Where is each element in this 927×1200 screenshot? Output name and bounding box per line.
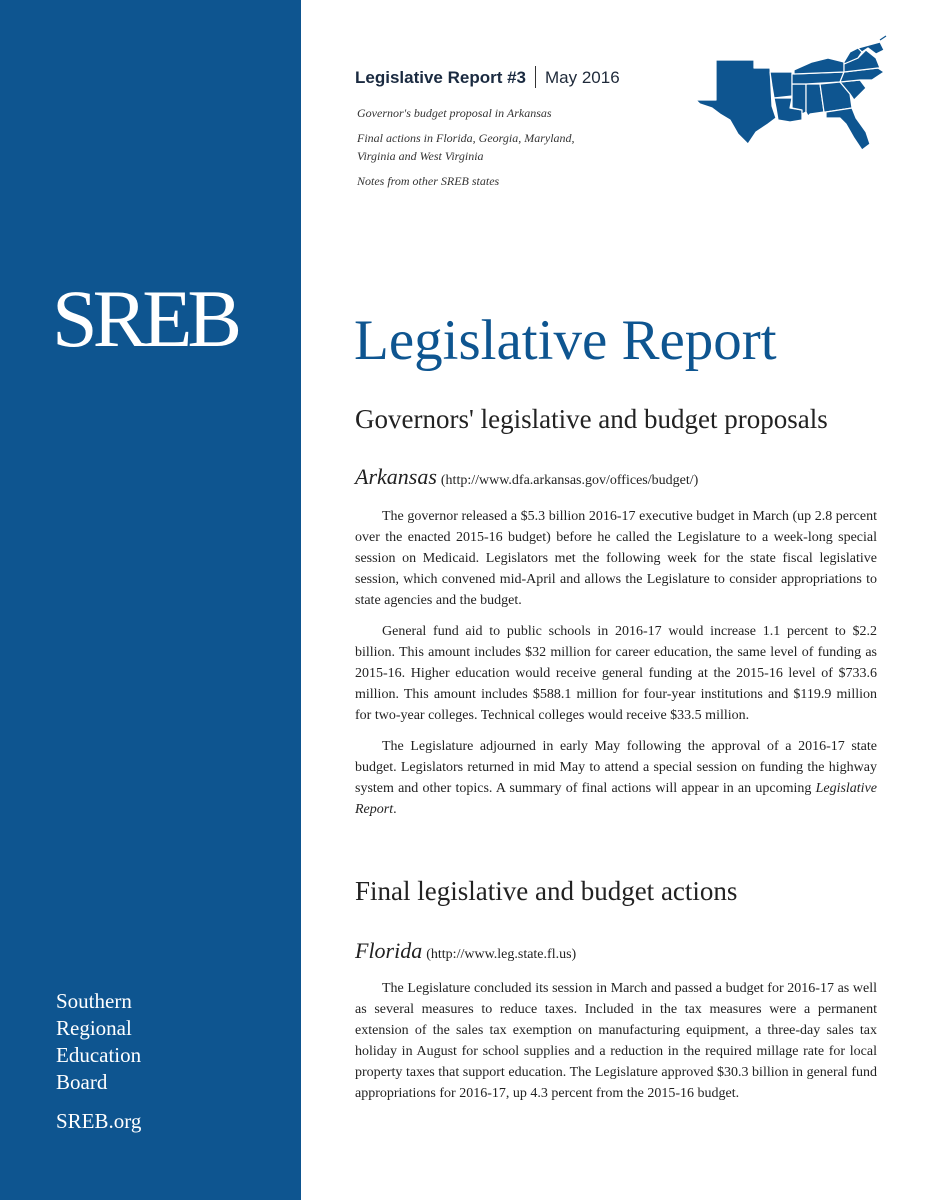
report-number: Legislative Report #3 <box>355 68 527 87</box>
contents-item: Notes from other SREB states <box>357 174 500 188</box>
state-url-link[interactable]: (http://www.dfa.arkansas.gov/offices/budget/) <box>440 473 699 488</box>
paragraph <box>355 736 877 820</box>
paragraph-text: The Legislature adjourned in early May following the approval of a 2016-17 state budget. Legislators returned in mid May to attend a special session on funding the highway system and other topics. A summary of final actions will appear in an upcoming <box>355 739 877 796</box>
state-name: Florida <box>355 938 423 963</box>
southern-states-map-icon <box>694 28 894 152</box>
contents-list <box>357 104 592 197</box>
org-line: Regional <box>56 1016 132 1040</box>
contents-item: Governor's budget proposal in Arkansas <box>357 106 552 120</box>
page-title: Legislative Report <box>354 309 777 372</box>
sidebar <box>0 0 301 1200</box>
org-line: Southern <box>56 989 132 1013</box>
state-heading <box>355 938 576 964</box>
florida-body <box>355 978 877 1114</box>
section-heading: Final legislative and budget actions <box>355 876 738 906</box>
paragraph: General fund aid to public schools in 2016-17 would increase 1.1 percent to $2.2 billion. This amount includes $32 million for career education, the same level of funding as 2015-16. Higher education would receive general funding at the 2015-16 level of $733.6 million. This amount includes $588.1 million for four-year institutions and $119.9 million for two-year colleges. Technical colleges would receive $33.5 million. <box>355 624 877 723</box>
arkansas-body <box>355 506 877 830</box>
state-heading <box>355 464 698 490</box>
org-line: Board <box>56 1070 108 1094</box>
state-name: Arkansas <box>355 464 437 489</box>
org-line: Education <box>56 1043 142 1067</box>
masthead-divider <box>535 66 536 88</box>
paragraph-italic: Legislative Report <box>355 781 877 817</box>
paragraph-end: . <box>393 802 397 817</box>
sreb-logo: SREB <box>52 273 238 364</box>
report-date: May 2016 <box>545 68 620 87</box>
state-url-link[interactable]: (http://www.leg.state.fl.us) <box>426 947 577 962</box>
section-heading: Governors' legislative and budget proposals <box>355 404 828 434</box>
paragraph: The Legislature concluded its session in March and passed a budget for 2016-17 as well as several measures to reduce taxes. Included in the tax measures were a permanent extension of the sales tax exemption on manufacturing equipment, a three-day sales tax holiday in August for school supplies and a reduction in the required millage rate for local property taxes that support education. The Legislature approved $30.3 billion in general fund appropriations for 2016-17, up 4.3 percent from the 2015-16 budget. <box>355 981 877 1101</box>
website-link[interactable]: SREB.org <box>56 1109 142 1133</box>
organization-name <box>56 988 141 1096</box>
contents-item: Final actions in Florida, Georgia, Maryland, Virginia and West Virginia <box>357 131 575 163</box>
masthead <box>355 66 620 88</box>
paragraph: The governor released a $5.3 billion 2016-17 executive budget in March (up 2.8 percent over the enacted 2015-16 budget) before he called the Legislature to a week-long special session on Medicaid. Legislators met the following week for the state fiscal legislative session, which convened mid-April and allows the Legislature to consider appropriations to state agencies and the budget. <box>355 509 877 608</box>
